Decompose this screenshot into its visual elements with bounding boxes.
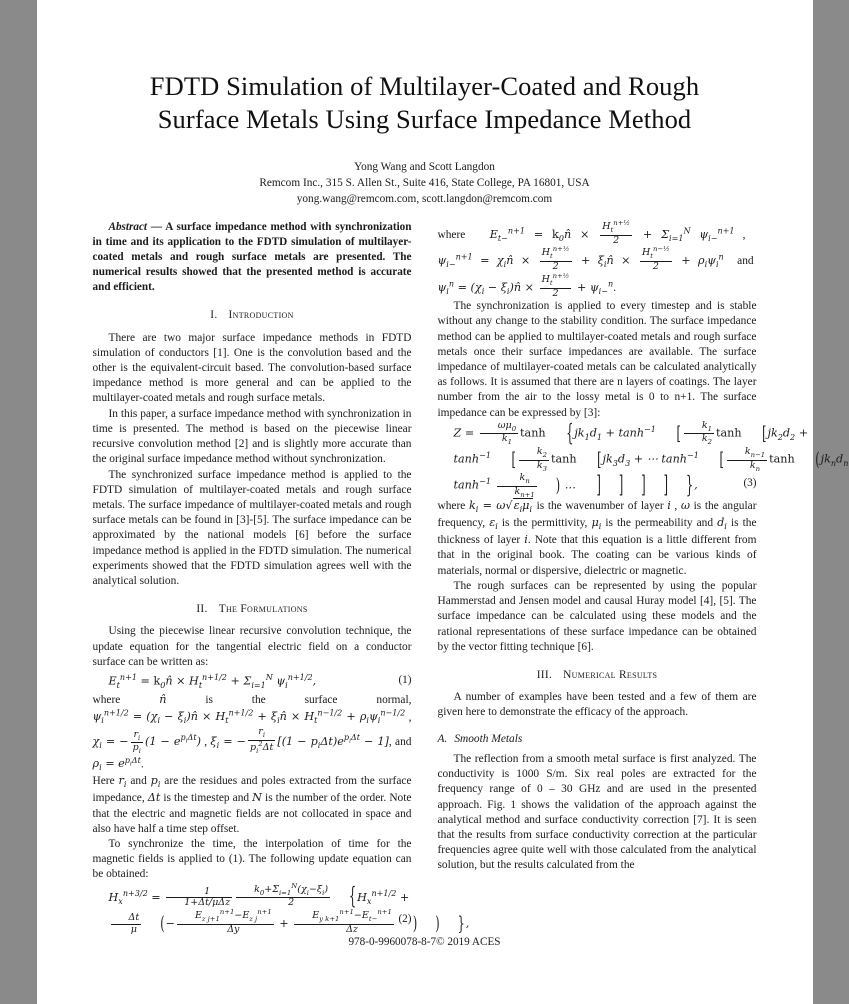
page-footer: 978-0-9960078-8-7© 2019 ACES	[348, 936, 501, 948]
page-sheet	[92, 22, 849, 962]
text-run: Here	[92, 775, 115, 788]
section-title: Introduction	[228, 309, 294, 322]
equation-2-line1: $H_x^{n+3/2}$ = $\frac{1}{\text{1+Δt/μΔz}}$ $\frac{k_0+\Sigma_{i=1}^N(\chi_i-\xi_i)}{2}$ {$H_x^{n+1/2}$ +	[108, 881, 410, 911]
equation-number: (1)	[398, 674, 412, 687]
affiliation: Remcom Inc., 315 S. Allen St., Suite 416, State College, PA 16801, USA	[259, 176, 590, 189]
text-run: is the permeability and	[605, 517, 714, 530]
abstract-dash: —	[147, 221, 166, 233]
equation-3-line3: $\tanh^{-1}$ $\frac{k_n}{k_{n+1}}$ ) … ] ] ] ] }, (3)	[453, 471, 757, 499]
text-run: and	[737, 255, 754, 268]
author-list: Yong Wang and Scott Langdon	[354, 160, 495, 173]
body-columns	[92, 219, 849, 935]
right-column	[437, 219, 849, 935]
equation-number: (2)	[398, 913, 412, 926]
author-emails: yong.wang@remcom.com, scott.langdon@remcom.com	[296, 192, 553, 205]
equation-number: (3)	[743, 477, 757, 490]
subsection-title: Smooth Metals	[454, 732, 523, 745]
paragraph: A number of examples have been tested and a few of them are given here to demonstrate the efficacy of the approach.	[437, 691, 757, 719]
text-run: . Note that this equation is a little different from that in the original book. The coating can be various kinds of materials, normal or dispersive, dielectric or magnetic.	[437, 534, 757, 577]
paragraph: The synchronization is applied to every timestep and is stable without any change to the stability condition. The surface impedance method can be applied to multilayer-coated metals and rough surface metals once their surface impedances are available. The surface impedance of multilayer-coated metals can be calculated analytically as follows. It is assumed that there are n layers of coatings. The layer number from the air to the lossy metal is 0 to n+1. The surface impedance can be expressed by [3]:	[437, 300, 757, 419]
paragraph-after-eq3: where $k_i = \omega√\varepsilon_i\mu_i$ is the wavenumber of layer i , ω is the angular frequency, $\varepsilon_i$ is the permittivity, $\mu_i$ is the permeability and $d_i$ is the thickness of layer i. Note that this equation is a little different from that in the original book. The coating can be various kinds of materials, normal or dispersive, dielectric or magnetic.	[437, 499, 757, 577]
abstract-label: Abstract	[108, 221, 148, 233]
text-run: is the permittivity,	[501, 517, 588, 530]
text-run: is the thickness of layer	[437, 517, 757, 547]
left-column	[92, 220, 470, 935]
subsection-number: A.	[437, 732, 448, 745]
section-number: III.	[536, 669, 553, 682]
section-title: Numerical Results	[563, 669, 658, 682]
text-run: is the number of the order. Note that the electric and magnetic fields are not collocated in space and also have half a time step offset.	[92, 792, 412, 835]
text-run: is the timestep and	[163, 792, 250, 805]
page-title: FDTD Simulation of Multilayer-Coated and Rough Surface Metals Using Surface Impedance Method	[149, 71, 700, 135]
section-number: I.	[210, 309, 218, 322]
paragraph-residues: Here $r_i$ and $p_i$ are the residues and poles extracted from the surface impedance, Δt is the timestep and N is the number of the order. Note that the electric and magnetic fields are not collocated in space and also have half a time step offset.	[92, 774, 412, 835]
section-heading-introduction	[93, 308, 412, 323]
equation-1: $E_t^{n+1}$ = $k_0n̂ \times H_t^{n+1/2} + \Sigma_{i=1}^N$ $\psi_i^{n+1/2}$, (1)	[93, 670, 412, 693]
equation-2-line2: $\frac{\Delta t}{\mu}$ (− $\frac{E_{z j+1}^{n+1}-E_{z j}^{n+1}}{\Delta y}$ + $\frac{E_{y k+1}^{n+1}-E_{t-}^{n+1}}{\Delta z}$ ) ) }, (2)	[93, 909, 412, 935]
equation-where-block: where $E_{t-}^{n+1}$ = $k_0n̂$ × $\frac{H_t^{n+\frac{1}{2}}}{2}$ + $\Sigma_{i=1}^N$ $\psi_{i-}^{n+1}$ , $\psi_{i-}^{n+1}$ = $\chi_in̂$ × $\frac{H_t^{n+\frac{1}{2}}}{2}$ + $\xi_in̂$ × $\frac{H_t^{n-\frac{1}{2}}}{2}$ + $\rho_i\psi_i^n$ and $\psi_i^n = (\chi_i$ − $\xi_i)n̂$ × $\frac{H_t^{n+\frac{1}{2}}}{2}$ + $\psi_{i-}^n$.	[437, 219, 757, 299]
text-run: are the residues and poles extracted from the surface impedance,	[92, 775, 412, 805]
text-run: and	[130, 775, 147, 788]
section-heading-numerical-results	[438, 668, 757, 683]
paragraph: The rough surfaces can be represented by using the popular Hammerstad and Jensen model and causal Huray model [4], [5]. The surface impedance can be calculated using these models and the rational representations of these surface impedance can be obtained by the vector fitting technique [6].	[437, 579, 757, 653]
text-run: where	[437, 228, 466, 241]
section-number: II.	[196, 603, 208, 616]
section-title: The Formulations	[218, 603, 308, 616]
text-run: where	[437, 500, 466, 513]
section-heading-formulations	[93, 602, 412, 617]
paper-page	[37, 0, 849, 1004]
paragraph-after-eq1: where n̂ is the surface normal, $\psi_i^{n+1/2} = (\chi_i$ − $\xi_i)n̂ \times H_t^{n+1/2}$ + $\xi_in̂ \times H_t^{n-1/2} + \rho_i\psi_i^{n-1/2}$ , $\chi_i$ = − $\frac{r_i}{p_i}$ $(1 - e^{p_i\Delta t})$ , $\xi_i$ = − $\frac{r_i}{p_i^2\Delta t}$ $[(1 - p_i\Delta t)e^{p_i\Delta t} - 1]$, and $\rho_i = e^{p_i\Delta t}$.	[92, 693, 412, 773]
paragraph: In this paper, a surface impedance method with synchronization in time is presented. The method is based on the piecewise linear recursive convolution method [2] and is slightly more accurate than the original surface impedance method without synchronization.	[92, 407, 412, 466]
abstract-paragraph	[93, 220, 412, 295]
paragraph: There are two major surface impedance methods in FDTD simulation of conductors [1]. One is the convolution based and the other is the equivalent-circuit based. The convolution-based surface impedance method is more general and can be applied to the multilayer-coated metals and rough surface metals.	[92, 331, 412, 405]
text-run: is the angular frequency,	[437, 500, 757, 530]
text-run: is the surface normal,	[205, 694, 412, 707]
equation-3-line1: Z = $\frac{\omega\mu_0}{k_1}$ $\tanh \{jk_1d_1 + \tanh^{-1}$ [ $\frac{k_1}{k_2}$ $\tanh [jk_2d_2$ +	[453, 419, 809, 447]
text-run: where	[92, 694, 121, 707]
paragraph: The reflection from a smooth metal surface is first analyzed. The conductivity is 1000 S/m. Six real poles are extracted for the frequency range of 0 – 30 GHz and are used in the presented approach. Fig. 1 shows the validation of the approach against the analytical method and surface conductivity correction [7]. It is seen that the results from surface conductivity correction at the particular frequencies agree quite well with those calculated from the analytical solution, but the results calculated from the	[437, 752, 757, 872]
text-run: is the wavenumber of layer	[536, 500, 664, 513]
abstract-text: A surface impedance method with synchronization in time and its application to the FDTD simulation of multilayer-coated metals and rough surface metals are presented. The numerical results showed that the presented method is accurate and efficient.	[92, 221, 412, 294]
paragraph: The synchronized surface impedance method is applied to the FDTD simulation of multilayer-coated metals and rough surface metals. The surface impedance of multilayer-coated metals and rough surface metals can be found in [3]-[5]. The surface impedance can be approximated by the national models [6] before the surface impedance method is applied in the FDTD simulation. The numerical experiments showed that the FDTD simulation agrees well with the analytical solution.	[92, 468, 412, 588]
subsection-heading-smooth-metals	[438, 732, 757, 747]
paragraph: Using the piecewise linear recursive convolution technique, the update equation for the tangential electric field on a conductor surface can be written as:	[92, 625, 412, 668]
paragraph: To synchronize the time, the interpolation of time for the magnetic fields is applied to (1). The following update equation can be obtained:	[92, 838, 412, 881]
equation-3-line2: $\tanh^{-1}$ [ $\frac{k_2}{k_3}$ $\tanh [jk_3d_3$ + ⋯ $\tanh^{-1}$ [ $\frac{k_{n-1}}{k_n}$ $\tanh (jk_nd_n$	[453, 446, 849, 473]
